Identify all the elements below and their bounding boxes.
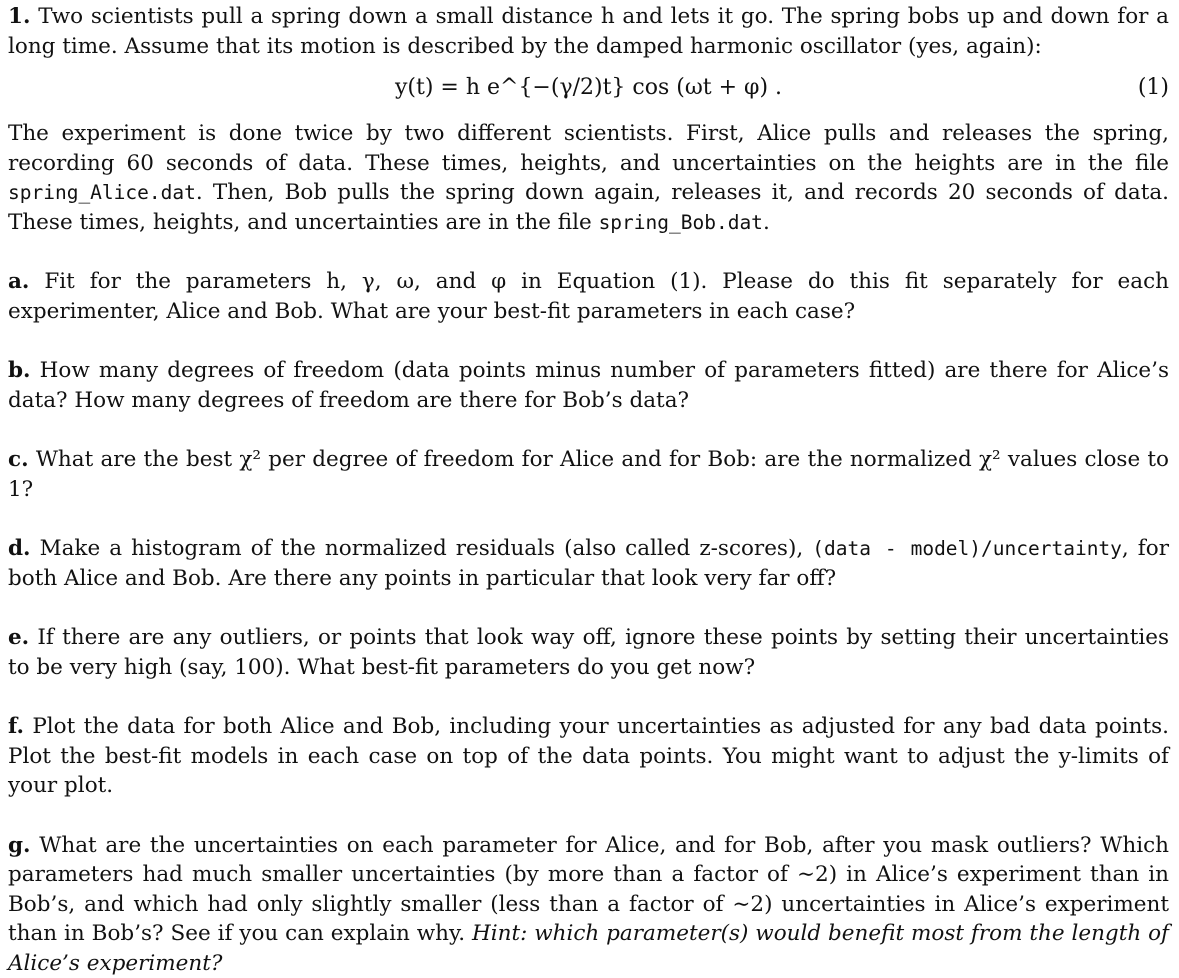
part-a bbox=[8, 267, 1169, 326]
setup-text-3: . bbox=[763, 210, 770, 235]
part-f-text: Plot the data for both Alice and Bob, including your uncertainties as adjusted for any bad data points. Plot the best-fit models in each case on top of the data points. You might want to adjust the y-limits of your plot. bbox=[8, 714, 1169, 798]
part-e-text: If there are any outliers, or points that look way off, ignore these points by setting their uncertainties to be very high (say, 100). What best-fit parameters do you get now? bbox=[8, 625, 1169, 680]
part-d-label: d. bbox=[8, 536, 31, 561]
part-b-label: b. bbox=[8, 358, 31, 383]
intro-text: Two scientists pull a spring down a small distance h and lets it go. The spring bobs up and down for a long time. Assume that its motion is described by the damped harmonic oscillator (yes, again): bbox=[8, 4, 1169, 59]
setup-paragraph bbox=[8, 119, 1169, 237]
part-c-label: c. bbox=[8, 447, 29, 472]
part-f-label: f. bbox=[8, 714, 24, 739]
alice-file-name: spring_Alice.dat bbox=[8, 181, 196, 204]
part-a-label: a. bbox=[8, 269, 29, 294]
bob-file-name: spring_Bob.dat bbox=[599, 211, 763, 234]
part-d-text-1: Make a histogram of the normalized residuals (also called z-scores), bbox=[40, 536, 804, 561]
problem-intro bbox=[8, 2, 1169, 61]
part-g bbox=[8, 831, 1169, 978]
part-g-label: g. bbox=[8, 833, 31, 858]
part-b bbox=[8, 356, 1169, 415]
part-b-text: How many degrees of freedom (data points minus number of parameters fitted) are there for Alice’s data? How many degrees of freedom are there for Bob’s data? bbox=[8, 358, 1169, 413]
part-c bbox=[8, 445, 1169, 504]
setup-text-1: The experiment is done twice by two different scientists. First, Alice pulls and releases the spring, recording 60 seconds of data. These times, heights, and uncertainties on the heights are in the file bbox=[8, 121, 1169, 176]
part-d bbox=[8, 534, 1169, 593]
equation-number: (1) bbox=[1138, 75, 1169, 100]
equation-row bbox=[8, 67, 1169, 113]
part-g-text: What are the uncertainties on each parameter for Alice, and for Bob, after you mask outliers? Which parameters had much smaller uncertainties (by more than a factor of ∼2) in Alice’s experiment than in Bob’s, and which had only slightly smaller (less than a factor of ∼2) uncertainties in Alice’s experiment than in Bob’s? See if you can explain why. bbox=[8, 833, 1169, 947]
setup-text-2: . Then, Bob pulls the spring down again, releases it, and records 20 seconds of data. These times, heights, and uncertainties are in the file bbox=[8, 180, 1169, 235]
part-g-hint: Hint: which parameter(s) would benefit most from the length of Alice’s experiment? bbox=[8, 921, 1169, 976]
part-e-label: e. bbox=[8, 625, 29, 650]
equation: y(t) = h e^{−(γ/2)t} cos (ωt + φ) . bbox=[8, 75, 1169, 100]
part-e bbox=[8, 623, 1169, 682]
residual-formula: (data - model)/uncertainty bbox=[812, 537, 1122, 560]
part-d-text-2: , for both Alice and Bob. Are there any points in particular that look very far off? bbox=[8, 536, 1169, 591]
part-f bbox=[8, 712, 1169, 801]
problem-number: 1. bbox=[8, 4, 30, 29]
part-a-text: Fit for the parameters h, γ, ω, and φ in Equation (1). Please do this fit separately for each experimenter, Alice and Bob. What are your best-fit parameters in each case? bbox=[8, 269, 1169, 324]
part-c-text: What are the best χ² per degree of freedom for Alice and for Bob: are the normalized χ² values close to 1? bbox=[8, 447, 1169, 502]
